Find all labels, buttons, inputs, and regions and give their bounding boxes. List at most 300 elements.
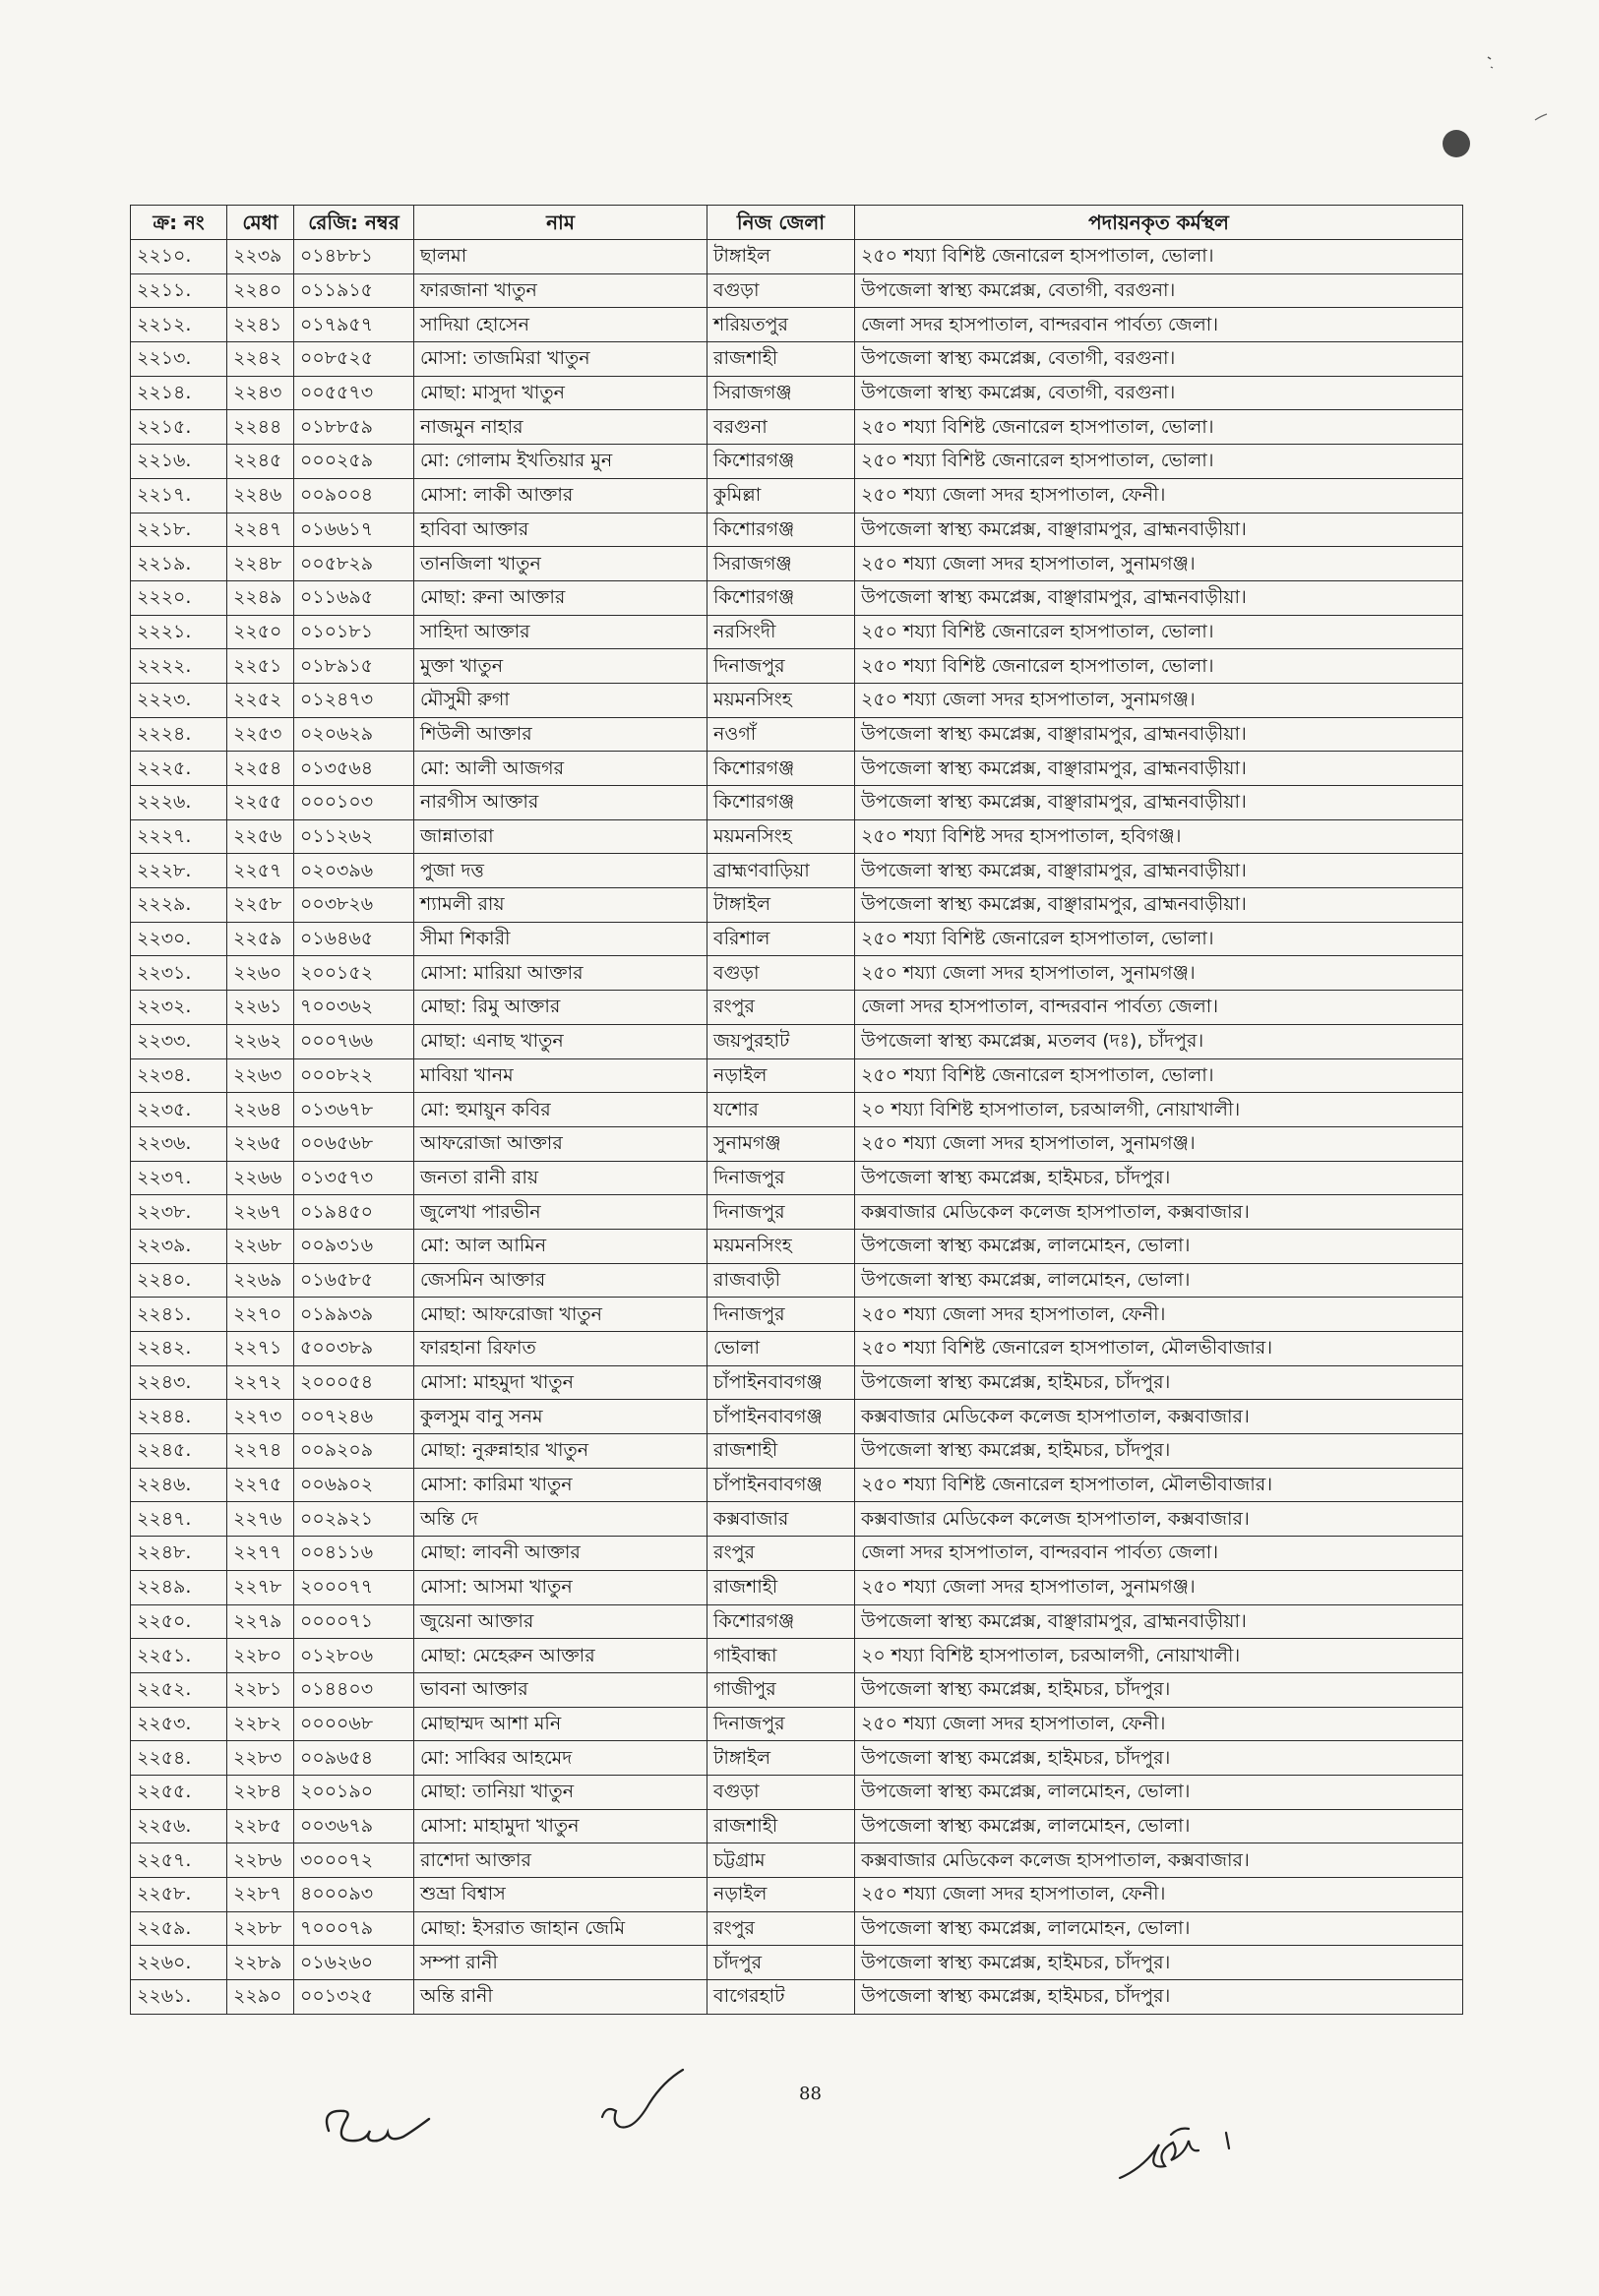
registration-cell: ০১৪৪০৩ [294,1672,414,1707]
home-district-cell: রাজশাহী [707,1434,855,1469]
home-district-cell: বরগুনা [707,410,855,445]
merit-cell: ২২৫৪ [227,752,294,786]
serial-cell: ২২৩৫. [131,1093,227,1127]
posting-place-cell: উপজেলা স্বাস্থ্য কমপ্লেক্স, বেতাগী, বরগুনা। [855,342,1463,377]
registration-cell: ০২০৬২৯ [294,717,414,752]
table-row [131,1775,1463,1809]
name-cell: মো: সাব্বির আহমেদ [414,1741,707,1776]
home-district-cell: বগুড়া [707,1775,855,1809]
posting-place-cell: জেলা সদর হাসপাতাল, বান্দরবান পার্বত্য জেলা। [855,308,1463,342]
home-district-cell: সিরাজগঞ্জ [707,376,855,410]
serial-cell: ২২৩৭. [131,1161,227,1195]
merit-cell: ২২৭৬ [227,1502,294,1537]
signature-middle [590,2066,699,2145]
registration-cell: ০০৯২০৯ [294,1434,414,1469]
registration-cell: ০০৯৬৫৪ [294,1741,414,1776]
serial-cell: ২২২৫. [131,752,227,786]
table-row [131,273,1463,308]
merit-cell: ২২৫৯ [227,922,294,956]
registration-cell: ০০৩৬৭৯ [294,1809,414,1843]
merit-cell: ২২৪২ [227,342,294,377]
home-district-cell: রংপুর [707,991,855,1025]
table-row [131,819,1463,854]
merit-cell: ২২৬৮ [227,1229,294,1263]
table-row [131,308,1463,342]
serial-cell: ২২২০. [131,580,227,615]
name-cell: মৌসুমী রুগা [414,683,707,717]
home-district-cell: সুনামগঞ্জ [707,1126,855,1161]
posting-place-cell: উপজেলা স্বাস্থ্য কমপ্লেক্স, বাঞ্ছারামপুর, ব্রাহ্মনবাড়ীয়া। [855,752,1463,786]
home-district-cell: বরিশাল [707,922,855,956]
merit-cell: ২২৬২ [227,1024,294,1058]
serial-cell: ২২২৯. [131,888,227,923]
registration-cell: ০১৭৯৫৭ [294,308,414,342]
home-district-cell: দিনাজপুর [707,649,855,684]
home-district-cell: ভোলা [707,1332,855,1366]
table-row [131,1980,1463,2015]
name-cell: অন্তি রানী [414,1980,707,2015]
home-district-cell: রাজশাহী [707,1570,855,1604]
merit-cell: ২২৭৯ [227,1604,294,1639]
registration-cell: ০১২৮০৬ [294,1639,414,1673]
table-row [131,445,1463,479]
posting-place-cell: ২৫০ শয্যা জেলা সদর হাসপাতাল, সুনামগঞ্জ। [855,1126,1463,1161]
merit-cell: ২২৮৪ [227,1775,294,1809]
name-cell: অন্তি দে [414,1502,707,1537]
serial-cell: ২২১৬. [131,445,227,479]
name-cell: শ্যামলী রায় [414,888,707,923]
posting-place-cell: কক্সবাজার মেডিকেল কলেজ হাসপাতাল, কক্সবাজার। [855,1400,1463,1434]
table-row [131,478,1463,513]
merit-cell: ২২৪১ [227,308,294,342]
posting-place-cell: ২৫০ শয্যা জেলা সদর হাসপাতাল, সুনামগঞ্জ। [855,1570,1463,1604]
table-row [131,547,1463,581]
merit-cell: ২২৮৫ [227,1809,294,1843]
home-district-cell: চাঁপাইনবাবগঞ্জ [707,1400,855,1434]
table-row [131,1672,1463,1707]
serial-cell: ২২৫৬. [131,1809,227,1843]
home-district-cell: সিরাজগঞ্জ [707,547,855,581]
home-district-cell: কিশোরগঞ্জ [707,445,855,479]
registration-cell: ০১৯৯৩৯ [294,1298,414,1332]
table-row [131,376,1463,410]
table-row [131,1604,1463,1639]
registration-cell: ০০১৩২৫ [294,1980,414,2015]
table-row [131,1537,1463,1571]
home-district-cell: রাজশাহী [707,1809,855,1843]
merit-cell: ২২৪০ [227,273,294,308]
merit-cell: ২২৭৭ [227,1537,294,1571]
posting-place-cell: ২৫০ শয্যা বিশিষ্ট জেনারেল হাসপাতাল, ভোলা। [855,1058,1463,1093]
merit-cell: ২২৬৩ [227,1058,294,1093]
posting-place-cell: উপজেলা স্বাস্থ্য কমপ্লেক্স, বাঞ্ছারামপুর, ব্রাহ্মনবাড়ীয়া। [855,580,1463,615]
table-body [131,240,1463,2015]
home-district-cell: চাঁদপুর [707,1946,855,1980]
serial-cell: ২২৪১. [131,1298,227,1332]
serial-cell: ২২১৭. [131,478,227,513]
posting-place-cell: ২৫০ শয্যা বিশিষ্ট জেনারেল হাসপাতাল, ভোলা। [855,615,1463,649]
posting-place-cell: কক্সবাজার মেডিকেল কলেজ হাসপাতাল, কক্সবাজার। [855,1843,1463,1878]
serial-cell: ২২২৪. [131,717,227,752]
name-cell: পুজা দত্ত [414,854,707,888]
posting-place-cell: ২৫০ শয্যা বিশিষ্ট জেনারেল হাসপাতাল, মৌলভীবাজার। [855,1468,1463,1502]
table-row [131,1946,1463,1980]
table-row [131,513,1463,547]
registration-cell: ০১৬৫৮৫ [294,1263,414,1298]
registration-cell: ০০৩৮২৬ [294,888,414,923]
registration-cell: ০১৩৫৭৩ [294,1161,414,1195]
name-cell: মোছা: মেহেরুন আক্তার [414,1639,707,1673]
table-row [131,1434,1463,1469]
table-row [131,410,1463,445]
serial-cell: ২২৪৯. [131,1570,227,1604]
merit-cell: ২২৩৯ [227,240,294,274]
home-district-cell: গাজীপুর [707,1672,855,1707]
merit-cell: ২২৫২ [227,683,294,717]
table-row [131,1878,1463,1912]
serial-cell: ২২৫৭. [131,1843,227,1878]
posting-place-cell: উপজেলা স্বাস্থ্য কমপ্লেক্স, হাইমচর, চাঁদপুর। [855,1161,1463,1195]
registration-cell: ০০০৭৬৬ [294,1024,414,1058]
home-district-cell: কিশোরগঞ্জ [707,1604,855,1639]
registration-cell: ০১১৬৯৫ [294,580,414,615]
registration-cell: ০০৪১১৬ [294,1537,414,1571]
serial-cell: ২২৩৬. [131,1126,227,1161]
name-cell: শুভ্রা বিশ্বাস [414,1878,707,1912]
table-row [131,922,1463,956]
registration-cell: ০১৪৮৮১ [294,240,414,274]
table-row [131,956,1463,991]
name-cell: মো: আলী আজগর [414,752,707,786]
merit-cell: ২২৭৮ [227,1570,294,1604]
home-district-cell: যশোর [707,1093,855,1127]
posting-place-cell: ২৫০ শয্যা জেলা সদর হাসপাতাল, ফেনী। [855,478,1463,513]
registration-cell: ০০৮৫২৫ [294,342,414,377]
name-cell: ভাবনা আক্তার [414,1672,707,1707]
table-row [131,1058,1463,1093]
serial-cell: ২২১৪. [131,376,227,410]
serial-cell: ২২১৫. [131,410,227,445]
merit-cell: ২২৭৩ [227,1400,294,1434]
registration-cell: ৭০০৩৬২ [294,991,414,1025]
name-cell: মো: হুমায়ুন কবির [414,1093,707,1127]
serial-cell: ২২৪৪. [131,1400,227,1434]
posting-place-cell: উপজেলা স্বাস্থ্য কমপ্লেক্স, মতলব (দঃ), চাঁদপুর। [855,1024,1463,1058]
posting-place-cell: জেলা সদর হাসপাতাল, বান্দরবান পার্বত্য জেলা। [855,1537,1463,1571]
name-cell: ফারহানা রিফাত [414,1332,707,1366]
name-cell: সাদিয়া হোসেন [414,308,707,342]
name-cell: নাজমুন নাহার [414,410,707,445]
posting-place-cell: উপজেলা স্বাস্থ্য কমপ্লেক্স, বাঞ্ছারামপুর, ব্রাহ্মনবাড়ীয়া। [855,1604,1463,1639]
registration-cell: ০১৩৫৬৪ [294,752,414,786]
posting-place-cell: উপজেলা স্বাস্থ্য কমপ্লেক্স, বাঞ্ছারামপুর, ব্রাহ্মনবাড়ীয়া। [855,513,1463,547]
name-cell: শিউলী আক্তার [414,717,707,752]
table-row [131,1365,1463,1400]
name-cell: মোসা: মাহমুদা খাতুন [414,1365,707,1400]
merit-cell: ২২৮৯ [227,1946,294,1980]
home-district-cell: নওগাঁ [707,717,855,752]
table-row [131,1843,1463,1878]
registration-cell: ২০০০৫৪ [294,1365,414,1400]
registration-cell: ০১৮৮৫৯ [294,410,414,445]
home-district-cell: টাঙ্গাইল [707,1741,855,1776]
name-cell: জনতা রানী রায় [414,1161,707,1195]
registration-cell: ০১৩৬৭৮ [294,1093,414,1127]
posting-place-cell: ২৫০ শয্যা জেলা সদর হাসপাতাল, ফেনী। [855,1878,1463,1912]
serial-cell: ২২৪০. [131,1263,227,1298]
merit-cell: ২২৫০ [227,615,294,649]
serial-cell: ২২৫৫. [131,1775,227,1809]
registration-cell: ২০০১৯০ [294,1775,414,1809]
merit-cell: ২২৮৮ [227,1911,294,1946]
registration-cell: ০০০১০৩ [294,786,414,820]
posting-place-cell: ২৫০ শয্যা বিশিষ্ট সদর হাসপাতাল, হবিগঞ্জ। [855,819,1463,854]
serial-cell: ২২১২. [131,308,227,342]
merit-cell: ২২৫৬ [227,819,294,854]
posting-place-cell: ২৫০ শয্যা বিশিষ্ট জেনারেল হাসপাতাল, ভোলা। [855,445,1463,479]
registration-cell: ০১১৯১৫ [294,273,414,308]
name-cell: জুয়েনা আক্তার [414,1604,707,1639]
registration-cell: ৩০০০৭২ [294,1843,414,1878]
name-cell: জান্নাতারা [414,819,707,854]
table-row [131,786,1463,820]
posting-place-cell: উপজেলা স্বাস্থ্য কমপ্লেক্স, লালমোহন, ভোলা। [855,1775,1463,1809]
home-district-cell: চাঁপাইনবাবগঞ্জ [707,1468,855,1502]
home-district-cell: কক্সবাজার [707,1502,855,1537]
merit-cell: ২২৮৬ [227,1843,294,1878]
serial-cell: ২২৫৯. [131,1911,227,1946]
table-row [131,717,1463,752]
table-row [131,649,1463,684]
name-cell: মোসা: মাহামুদা খাতুন [414,1809,707,1843]
posting-place-cell: ২৫০ শয্যা জেলা সদর হাসপাতাল, ফেনী। [855,1298,1463,1332]
posting-place-cell: ২৫০ শয্যা বিশিষ্ট জেনারেল হাসপাতাল, ভোলা। [855,410,1463,445]
name-cell: ছালমা [414,240,707,274]
registration-cell: ০০০৮২২ [294,1058,414,1093]
posting-place-cell: ২০ শয্যা বিশিষ্ট হাসপাতাল, চরআলগী, নোয়াখালী। [855,1639,1463,1673]
merit-cell: ২২৪৪ [227,410,294,445]
serial-cell: ২২৫১. [131,1639,227,1673]
registration-cell: ০২০৩৯৬ [294,854,414,888]
table-row [131,1502,1463,1537]
home-district-cell: নরসিংদী [707,615,855,649]
serial-cell: ২২১১. [131,273,227,308]
name-cell: ফারজানা খাতুন [414,273,707,308]
registration-cell: ২০০০৭৭ [294,1570,414,1604]
header-name: নাম [414,206,707,240]
name-cell: মোছা: ইসরাত জাহান জেমি [414,1911,707,1946]
posting-place-cell: কক্সবাজার মেডিকেল কলেজ হাসপাতাল, কক্সবাজার। [855,1195,1463,1230]
home-district-cell: ময়মনসিংহ [707,683,855,717]
name-cell: মোছা: লাবনী আক্তার [414,1537,707,1571]
serial-cell: ২২৪৩. [131,1365,227,1400]
home-district-cell: টাঙ্গাইল [707,240,855,274]
merit-cell: ২২৪৫ [227,445,294,479]
page-number: 88 [799,2084,822,2104]
header-serial: ক্র: নং [131,206,227,240]
name-cell: মো: গোলাম ইখতিয়ার মুন [414,445,707,479]
table-row [131,1126,1463,1161]
table-row [131,240,1463,274]
posting-place-cell: ২০ শয্যা বিশিষ্ট হাসপাতাল, চরআলগী, নোয়াখালী। [855,1093,1463,1127]
name-cell: মোসা: মারিয়া আক্তার [414,956,707,991]
name-cell: মোছা: নুরুন্নাহার খাতুন [414,1434,707,1469]
registration-cell: ০১৮৯১৫ [294,649,414,684]
registration-cell: ০০০২৫৯ [294,445,414,479]
name-cell: মোসা: কারিমা খাতুন [414,1468,707,1502]
serial-cell: ২২৩১. [131,956,227,991]
serial-cell: ২২১০. [131,240,227,274]
posting-place-cell: উপজেলা স্বাস্থ্য কমপ্লেক্স, বেতাগী, বরগুনা। [855,273,1463,308]
posting-table [130,205,1463,2015]
serial-cell: ২২৬১. [131,1980,227,2015]
table-header-row [131,206,1463,240]
serial-cell: ২২৫৩. [131,1707,227,1741]
serial-cell: ২২২২. [131,649,227,684]
home-district-cell: কুমিল্লা [707,478,855,513]
table-row [131,1161,1463,1195]
serial-cell: ২২৬০. [131,1946,227,1980]
table-row [131,1093,1463,1127]
registration-cell: ০০৫৮২৯ [294,547,414,581]
name-cell: তানজিলা খাতুন [414,547,707,581]
name-cell: মাবিয়া খানম [414,1058,707,1093]
posting-place-cell: উপজেলা স্বাস্থ্য কমপ্লেক্স, হাইমচর, চাঁদপুর। [855,1741,1463,1776]
serial-cell: ২২১৮. [131,513,227,547]
home-district-cell: ময়মনসিংহ [707,1229,855,1263]
table-row [131,1741,1463,1776]
merit-cell: ২২৮০ [227,1639,294,1673]
serial-cell: ২২২৬. [131,786,227,820]
name-cell: সম্পা রানী [414,1946,707,1980]
posting-place-cell: উপজেলা স্বাস্থ্য কমপ্লেক্স, বাঞ্ছারামপুর, ব্রাহ্মনবাড়ীয়া। [855,854,1463,888]
registration-cell: ৪০০০৯৩ [294,1878,414,1912]
table-row [131,1809,1463,1843]
registration-cell: ০০৯০০৪ [294,478,414,513]
serial-cell: ২২৩৪. [131,1058,227,1093]
name-cell: আফরোজা আক্তার [414,1126,707,1161]
serial-cell: ২২৫৪. [131,1741,227,1776]
table-row [131,752,1463,786]
table-row [131,1911,1463,1946]
merit-cell: ২২৮২ [227,1707,294,1741]
merit-cell: ২২৭৪ [227,1434,294,1469]
name-cell: নারগীস আক্তার [414,786,707,820]
posting-place-cell: উপজেলা স্বাস্থ্য কমপ্লেক্স, বাঞ্ছারামপুর, ব্রাহ্মনবাড়ীয়া। [855,717,1463,752]
posting-place-cell: ২৫০ শয্যা জেলা সদর হাসপাতাল, সুনামগঞ্জ। [855,956,1463,991]
home-district-cell: টাঙ্গাইল [707,888,855,923]
serial-cell: ২২২১. [131,615,227,649]
registration-cell: ০১৬৬১৭ [294,513,414,547]
table-row [131,1707,1463,1741]
table-row [131,580,1463,615]
merit-cell: ২২৭০ [227,1298,294,1332]
registration-cell: ০০৭২৪৬ [294,1400,414,1434]
name-cell: মো: আল আমিন [414,1229,707,1263]
serial-cell: ২২৩৯. [131,1229,227,1263]
name-cell: হাবিবা আক্তার [414,513,707,547]
posting-place-cell: জেলা সদর হাসপাতাল, বান্দরবান পার্বত্য জেলা। [855,991,1463,1025]
registration-cell: ০০৬৫৬৮ [294,1126,414,1161]
table-row [131,1195,1463,1230]
table-row [131,1024,1463,1058]
registration-cell: ০১৬৪৬৫ [294,922,414,956]
serial-cell: ২২৫৮. [131,1878,227,1912]
home-district-cell: কিশোরগঞ্জ [707,580,855,615]
posting-place-cell: উপজেলা স্বাস্থ্য কমপ্লেক্স, হাইমচর, চাঁদপুর। [855,1980,1463,2015]
header-registration: রেজি: নম্বর [294,206,414,240]
merit-cell: ২২৭২ [227,1365,294,1400]
posting-place-cell: ২৫০ শয্যা বিশিষ্ট জেনারেল হাসপাতাল, ভোলা। [855,240,1463,274]
posting-place-cell: উপজেলা স্বাস্থ্য কমপ্লেক্স, হাইমচর, চাঁদপুর। [855,1672,1463,1707]
merit-cell: ২২৪৩ [227,376,294,410]
posting-place-cell: ২৫০ শয্যা বিশিষ্ট জেনারেল হাসপাতাল, মৌলভীবাজার। [855,1332,1463,1366]
merit-cell: ২২৫১ [227,649,294,684]
table-row [131,683,1463,717]
registration-cell: ০১৯৪৫০ [294,1195,414,1230]
table-row [131,1400,1463,1434]
posting-place-cell: উপজেলা স্বাস্থ্য কমপ্লেক্স, লালমোহন, ভোলা। [855,1911,1463,1946]
merit-cell: ২২৬০ [227,956,294,991]
table-row [131,1229,1463,1263]
table-row [131,342,1463,377]
merit-cell: ২২৫৮ [227,888,294,923]
table-row [131,1298,1463,1332]
serial-cell: ২২২৭. [131,819,227,854]
name-cell: মোছা: মাসুদা খাতুন [414,376,707,410]
registration-cell: ৫০০৩৮৯ [294,1332,414,1366]
merit-cell: ২২৯০ [227,1980,294,2015]
posting-place-cell: উপজেলা স্বাস্থ্য কমপ্লেক্স, লালমোহন, ভোলা। [855,1809,1463,1843]
table-row [131,854,1463,888]
merit-cell: ২২৮৭ [227,1878,294,1912]
home-district-cell: রাজবাড়ী [707,1263,855,1298]
serial-cell: ২২৫২. [131,1672,227,1707]
header-home-district: নিজ জেলা [707,206,855,240]
home-district-cell: দিনাজপুর [707,1161,855,1195]
registration-cell: ০১০১৮১ [294,615,414,649]
table-row [131,1570,1463,1604]
serial-cell: ২২২৩. [131,683,227,717]
home-district-cell: দিনাজপুর [707,1298,855,1332]
table-row [131,1332,1463,1366]
merit-cell: ২২৬৭ [227,1195,294,1230]
ink-smudge [1443,130,1470,157]
home-district-cell: দিনাজপুর [707,1707,855,1741]
serial-cell: ২২৩০. [131,922,227,956]
home-district-cell: রাজশাহী [707,342,855,377]
merit-cell: ২২৪৯ [227,580,294,615]
name-cell: সাহিদা আক্তার [414,615,707,649]
posting-place-cell: কক্সবাজার মেডিকেল কলেজ হাসপাতাল, কক্সবাজার। [855,1502,1463,1537]
registration-cell: ০০৫৫৭৩ [294,376,414,410]
merit-cell: ২২৬৬ [227,1161,294,1195]
table-row [131,888,1463,923]
merit-cell: ২২৭৫ [227,1468,294,1502]
registration-cell: ০০২৯২১ [294,1502,414,1537]
home-district-cell: বগুড়া [707,273,855,308]
registration-cell: ২০০১৫২ [294,956,414,991]
name-cell: জুলেখা পারভীন [414,1195,707,1230]
registration-cell: ০১৬২৬০ [294,1946,414,1980]
name-cell: মোছা: এনাছ খাতুন [414,1024,707,1058]
posting-place-cell: ২৫০ শয্যা জেলা সদর হাসপাতাল, সুনামগঞ্জ। [855,683,1463,717]
serial-cell: ২২৪৫. [131,1434,227,1469]
posting-place-cell: উপজেলা স্বাস্থ্য কমপ্লেক্স, লালমোহন, ভোলা। [855,1229,1463,1263]
registration-cell: ০০০০৬৮ [294,1707,414,1741]
posting-place-cell: উপজেলা স্বাস্থ্য কমপ্লেক্স, হাইমচর, চাঁদপুর। [855,1946,1463,1980]
home-district-cell: জয়পুরহাট [707,1024,855,1058]
